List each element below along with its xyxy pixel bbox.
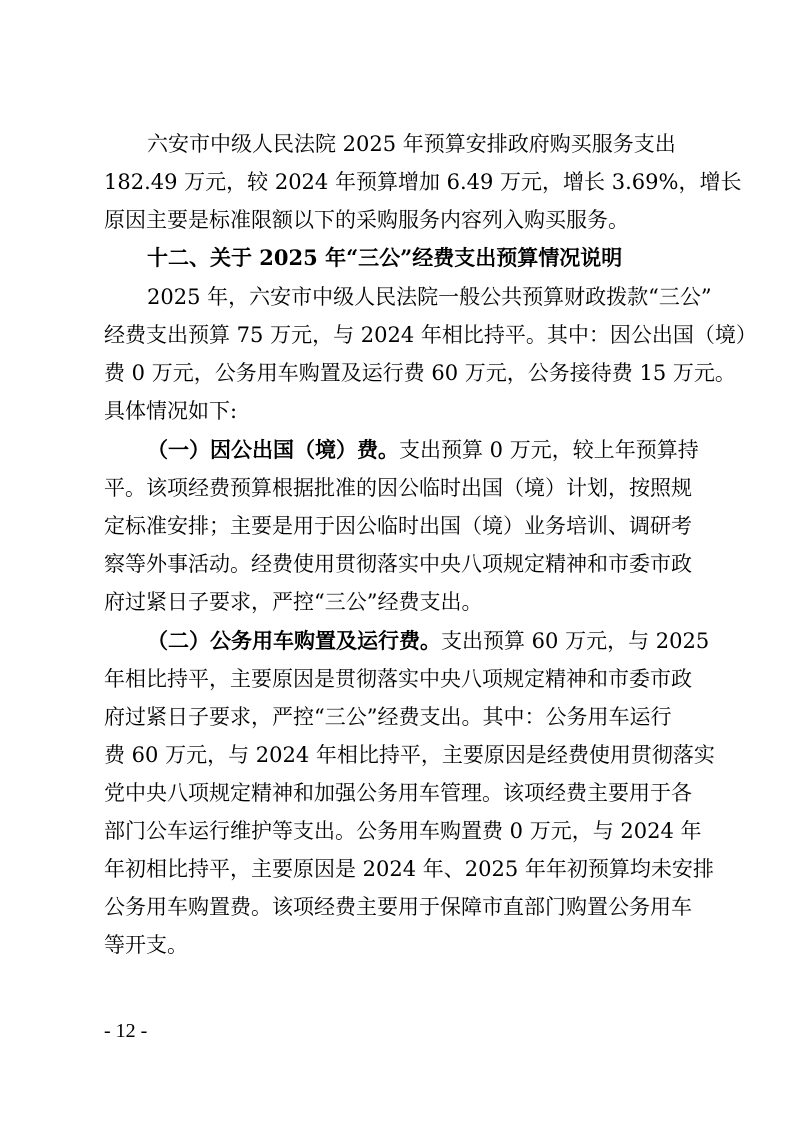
- item2-first-line-rest: 支出预算 60 万元，与 2025: [441, 629, 710, 653]
- paragraph-line: 原因主要是标准限额以下的采购服务内容列入购买服务。: [104, 208, 629, 232]
- paragraph-line: 部门公车运行维护等支出。公务用车购置费 0 万元，与 2024 年: [104, 819, 702, 843]
- paragraph-line: 定标准安排；主要是用于因公临时出国（境）业务培训、调研考: [104, 514, 692, 538]
- paragraph-line: 六安市中级人民法院 2025 年预算安排政府购买服务支出: [147, 132, 676, 156]
- paragraph-line: 年相比持平，主要原因是贯彻落实中央八项规定精神和市委市政: [104, 667, 692, 691]
- paragraph-line: 2025 年，六安市中级人民法院一般公共预算财政拨款“三公”: [147, 285, 712, 309]
- paragraph-line: 等开支。: [104, 933, 188, 957]
- paragraph-line: 党中央八项规定精神和加强公务用车管理。该项经费主要用于各: [104, 781, 692, 805]
- paragraph-line: 府过紧日子要求，严控“三公”经费支出。: [104, 590, 483, 614]
- page-number: - 12 -: [104, 1020, 148, 1042]
- paragraph-line: 平。该项经费预算根据批准的因公临时出国（境）计划，按照规: [104, 476, 692, 500]
- item1-first-line: [147, 436, 707, 464]
- paragraph-line: 具体情况如下:: [104, 399, 238, 423]
- paragraph-line: 费 0 万元，公务用车购置及运行费 60 万元，公务接待费 15 万元。: [104, 361, 736, 385]
- item2-first-line: [147, 627, 710, 655]
- paragraph-line: 费 60 万元，与 2024 年相比持平，主要原因是经费使用贯彻落实: [104, 743, 715, 767]
- section-heading: 十二、关于 2025 年“三公”经费支出预算情况说明: [147, 245, 623, 270]
- item1-title: （一）因公出国（境）费。: [147, 437, 399, 462]
- paragraph-line: 182.49 万元，较 2024 年预算增加 6.49 万元，增长 3.69%，增长: [104, 170, 742, 194]
- paragraph-line: 公务用车购置费。该项经费主要用于保障市直部门购置公务用车: [104, 895, 692, 919]
- paragraph-line: 察等外事活动。经费使用贯彻落实中央八项规定精神和市委市政: [104, 552, 692, 576]
- paragraph-line: 年初相比持平，主要原因是 2024 年、2025 年年初预算均未安排: [104, 857, 714, 881]
- item1-first-line-rest: 支出预算 0 万元，较上年预算持: [399, 438, 699, 462]
- paragraph-line: 经费支出预算 75 万元，与 2024 年相比持平。其中：因公出国（境）: [104, 323, 757, 347]
- paragraph-line: 府过紧日子要求，严控“三公”经费支出。其中：公务用车运行: [104, 705, 672, 729]
- item2-title: （二）公务用车购置及运行费。: [147, 628, 441, 653]
